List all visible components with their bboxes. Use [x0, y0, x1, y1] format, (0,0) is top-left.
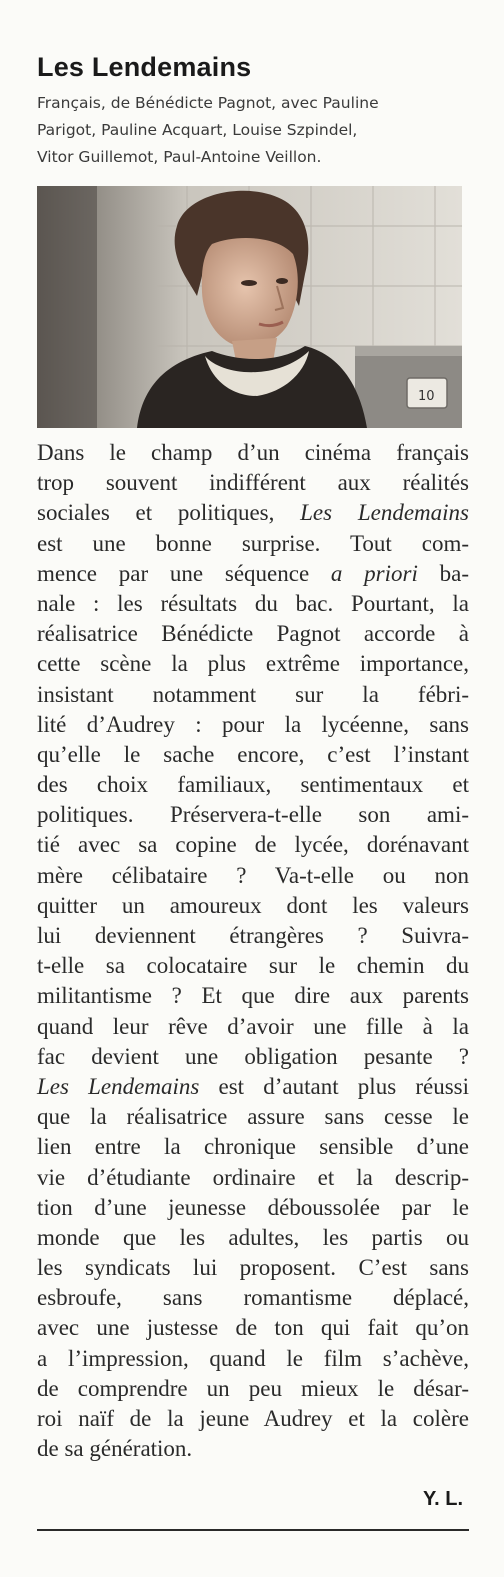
body-line	[37, 1344, 469, 1374]
body-text-segment: lien entre la chronique sensible d’une	[37, 1134, 469, 1160]
body-text-segment: vie d’étudiante ordinaire et la descrip-	[37, 1164, 469, 1190]
body-text-segment: quand leur rêve d’avoir une fille à la	[37, 1013, 469, 1039]
credits-line: Vitor Guillemot, Paul-Antoine Veillon.	[37, 148, 322, 166]
body-text-segment: insistant notamment sur la fébri-	[37, 681, 469, 707]
body-text-segment: monde que les adultes, les partis ou	[37, 1224, 469, 1250]
film-title-italic: a priori	[330, 560, 418, 586]
film-title-italic: Les Lendemains	[300, 500, 469, 526]
body-line	[37, 800, 469, 830]
body-line	[37, 589, 469, 619]
body-text-segment: roi naïf de la jeune Audrey et la colère	[37, 1406, 469, 1431]
film-title-italic: Les Lendemains	[37, 1073, 200, 1099]
body-text-segment: qu’elle le sache encore, c’est l’instant	[37, 741, 469, 767]
body-line	[37, 680, 469, 710]
body-line	[37, 468, 469, 498]
body-line	[37, 1253, 469, 1283]
body-text-segment: tié avec sa copine de lycée, dorénavant	[37, 832, 469, 858]
body-text-segment: est une bonne surprise. Tout com-	[37, 530, 469, 556]
body-text-segment: Dans le champ d’un cinéma français	[37, 440, 469, 465]
body-line	[37, 710, 469, 740]
body-text-segment: les syndicats lui proposent. C’est sans	[37, 1255, 469, 1281]
body-line	[37, 559, 469, 589]
body-line	[37, 1313, 469, 1343]
body-line	[37, 981, 469, 1011]
body-text-segment: nale : les résultats du bac. Pourtant, la	[37, 590, 469, 616]
body-text-segment: a l’impression, quand le film s’achève,	[37, 1345, 469, 1371]
body-text-segment: que la réalisatrice assure sans cesse le	[37, 1104, 469, 1130]
body-text-segment: ba-	[417, 560, 470, 586]
body-line	[37, 921, 469, 951]
body-text-segment: tion d’une jeunesse déboussolée par le	[37, 1194, 469, 1220]
body-text-segment: militantisme ? Et que dire aux parents	[37, 983, 469, 1009]
body-line	[37, 1132, 469, 1162]
body-text-segment: des choix familiaux, sentimentaux et	[37, 772, 469, 798]
body-line	[37, 1374, 469, 1404]
review-body	[37, 438, 469, 1464]
body-line	[37, 951, 469, 981]
body-line	[37, 1012, 469, 1042]
body-line	[37, 830, 469, 860]
body-text-segment: réalisatrice Bénédicte Pagnot accorde à	[37, 621, 469, 647]
body-text-segment: t-elle sa colocataire sur le chemin du	[37, 953, 469, 979]
body-line	[37, 529, 469, 559]
body-text-segment: de sa génération.	[37, 1436, 193, 1462]
body-text-segment: mère célibataire ? Va-t-elle ou non	[37, 862, 469, 888]
body-text-segment: sociales et politiques,	[37, 500, 301, 526]
body-line	[37, 740, 469, 770]
body-line	[37, 1283, 469, 1313]
body-text-segment: avec une justesse de ton qui fait qu’on	[37, 1315, 469, 1341]
body-line	[37, 1434, 469, 1464]
bottom-rule	[37, 1529, 469, 1531]
body-text-segment: lité d’Audrey : pour la lycéenne, sans	[37, 711, 469, 737]
body-line	[37, 891, 469, 921]
body-line	[37, 1223, 469, 1253]
body-text-segment: quitter un amoureux dont les valeurs	[37, 892, 469, 918]
body-line	[37, 1193, 469, 1223]
body-text-segment: cette scène la plus extrême importance,	[37, 651, 469, 677]
body-line	[37, 1042, 469, 1072]
author-signature: Y. L.	[422, 1488, 463, 1510]
body-line	[37, 770, 469, 800]
body-text-segment: de comprendre un peu mieux le désar-	[37, 1375, 469, 1401]
body-line	[37, 861, 469, 891]
body-line	[37, 1102, 469, 1132]
body-text-segment: fac devient une obligation pesante ?	[37, 1043, 469, 1069]
body-line	[37, 619, 469, 649]
credits-line: Français, de Bénédicte Pagnot, avec Pauline	[37, 94, 379, 112]
body-line	[37, 1163, 469, 1193]
credits-line: Parigot, Pauline Acquart, Louise Szpindel,	[37, 121, 358, 139]
body-line	[37, 438, 469, 468]
film-still-photo	[37, 186, 462, 428]
article-title: Les Lendemains	[37, 52, 252, 82]
body-text-segment: politiques. Préservera-t-elle son ami-	[37, 802, 469, 828]
body-text-segment: lui deviennent étrangères ? Suivra-	[37, 923, 469, 948]
body-line	[37, 498, 469, 528]
body-text-segment: est d’autant plus réussi	[199, 1073, 469, 1099]
body-text-segment: trop souvent indifférent aux réalités	[37, 470, 469, 496]
body-line	[37, 1404, 469, 1434]
body-text-segment: mence par une séquence	[37, 560, 331, 586]
body-text-segment: esbroufe, sans romantisme déplacé,	[37, 1285, 469, 1311]
machine-number-label: 10	[418, 389, 435, 404]
film-credits	[37, 90, 477, 171]
body-line	[37, 1072, 469, 1102]
body-line	[37, 649, 469, 679]
